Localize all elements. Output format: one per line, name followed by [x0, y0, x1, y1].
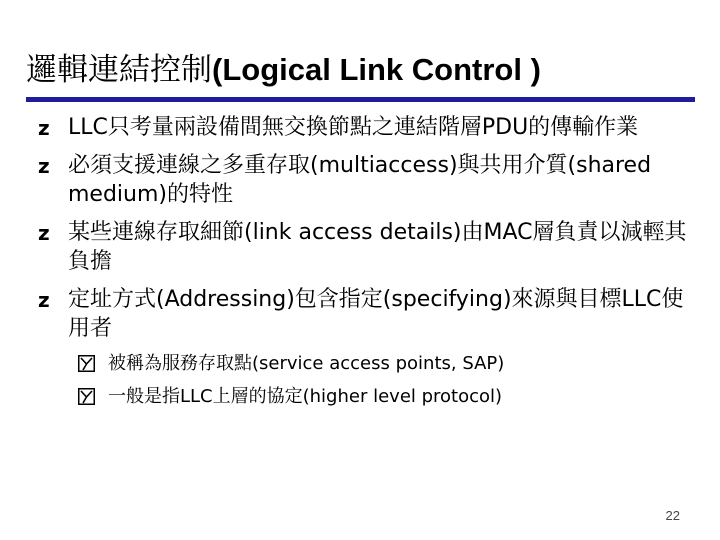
slide-title — [26, 50, 706, 90]
sub-bullet-list — [38, 352, 698, 409]
sub-bullet-text: 一般是指LLC上層的協定(higher level protocol) — [108, 386, 503, 407]
sub-bullet-item — [78, 385, 698, 409]
title-cjk: 邏輯連結控制 — [26, 52, 212, 88]
bullet-item — [38, 151, 698, 209]
bullet-item — [38, 218, 698, 276]
bullet-item — [38, 285, 698, 343]
bullet-list — [38, 113, 698, 418]
checkbox-y-icon — [78, 388, 95, 405]
title-underline — [26, 97, 695, 102]
bullet-item — [38, 113, 698, 142]
bullet-text: LLC只考量兩設備間無交換節點之連結階層PDU的傳輸作業 — [68, 115, 639, 140]
sub-bullet-item — [78, 352, 698, 376]
page-number: 22 — [665, 508, 680, 523]
bullet-marker: z — [38, 288, 50, 312]
checkbox-y-icon — [78, 355, 95, 372]
bullet-marker: z — [38, 221, 50, 245]
sub-bullet-text: 被稱為服務存取點(service access points, SAP) — [108, 353, 505, 374]
bullet-text: 定址方式(Addressing)包含指定(specifying)來源與目標LLC使用者 — [68, 287, 684, 341]
bullet-marker: z — [38, 154, 50, 178]
bullet-marker: z — [38, 116, 50, 140]
title-latin: (Logical Link Control ) — [212, 52, 541, 87]
bullet-text: 必須支援連線之多重存取(multiaccess)與共用介質(shared medium)的特性 — [68, 153, 652, 207]
bullet-text: 某些連線存取細節(link access details)由MAC層負責以減輕其負擔 — [68, 220, 687, 274]
